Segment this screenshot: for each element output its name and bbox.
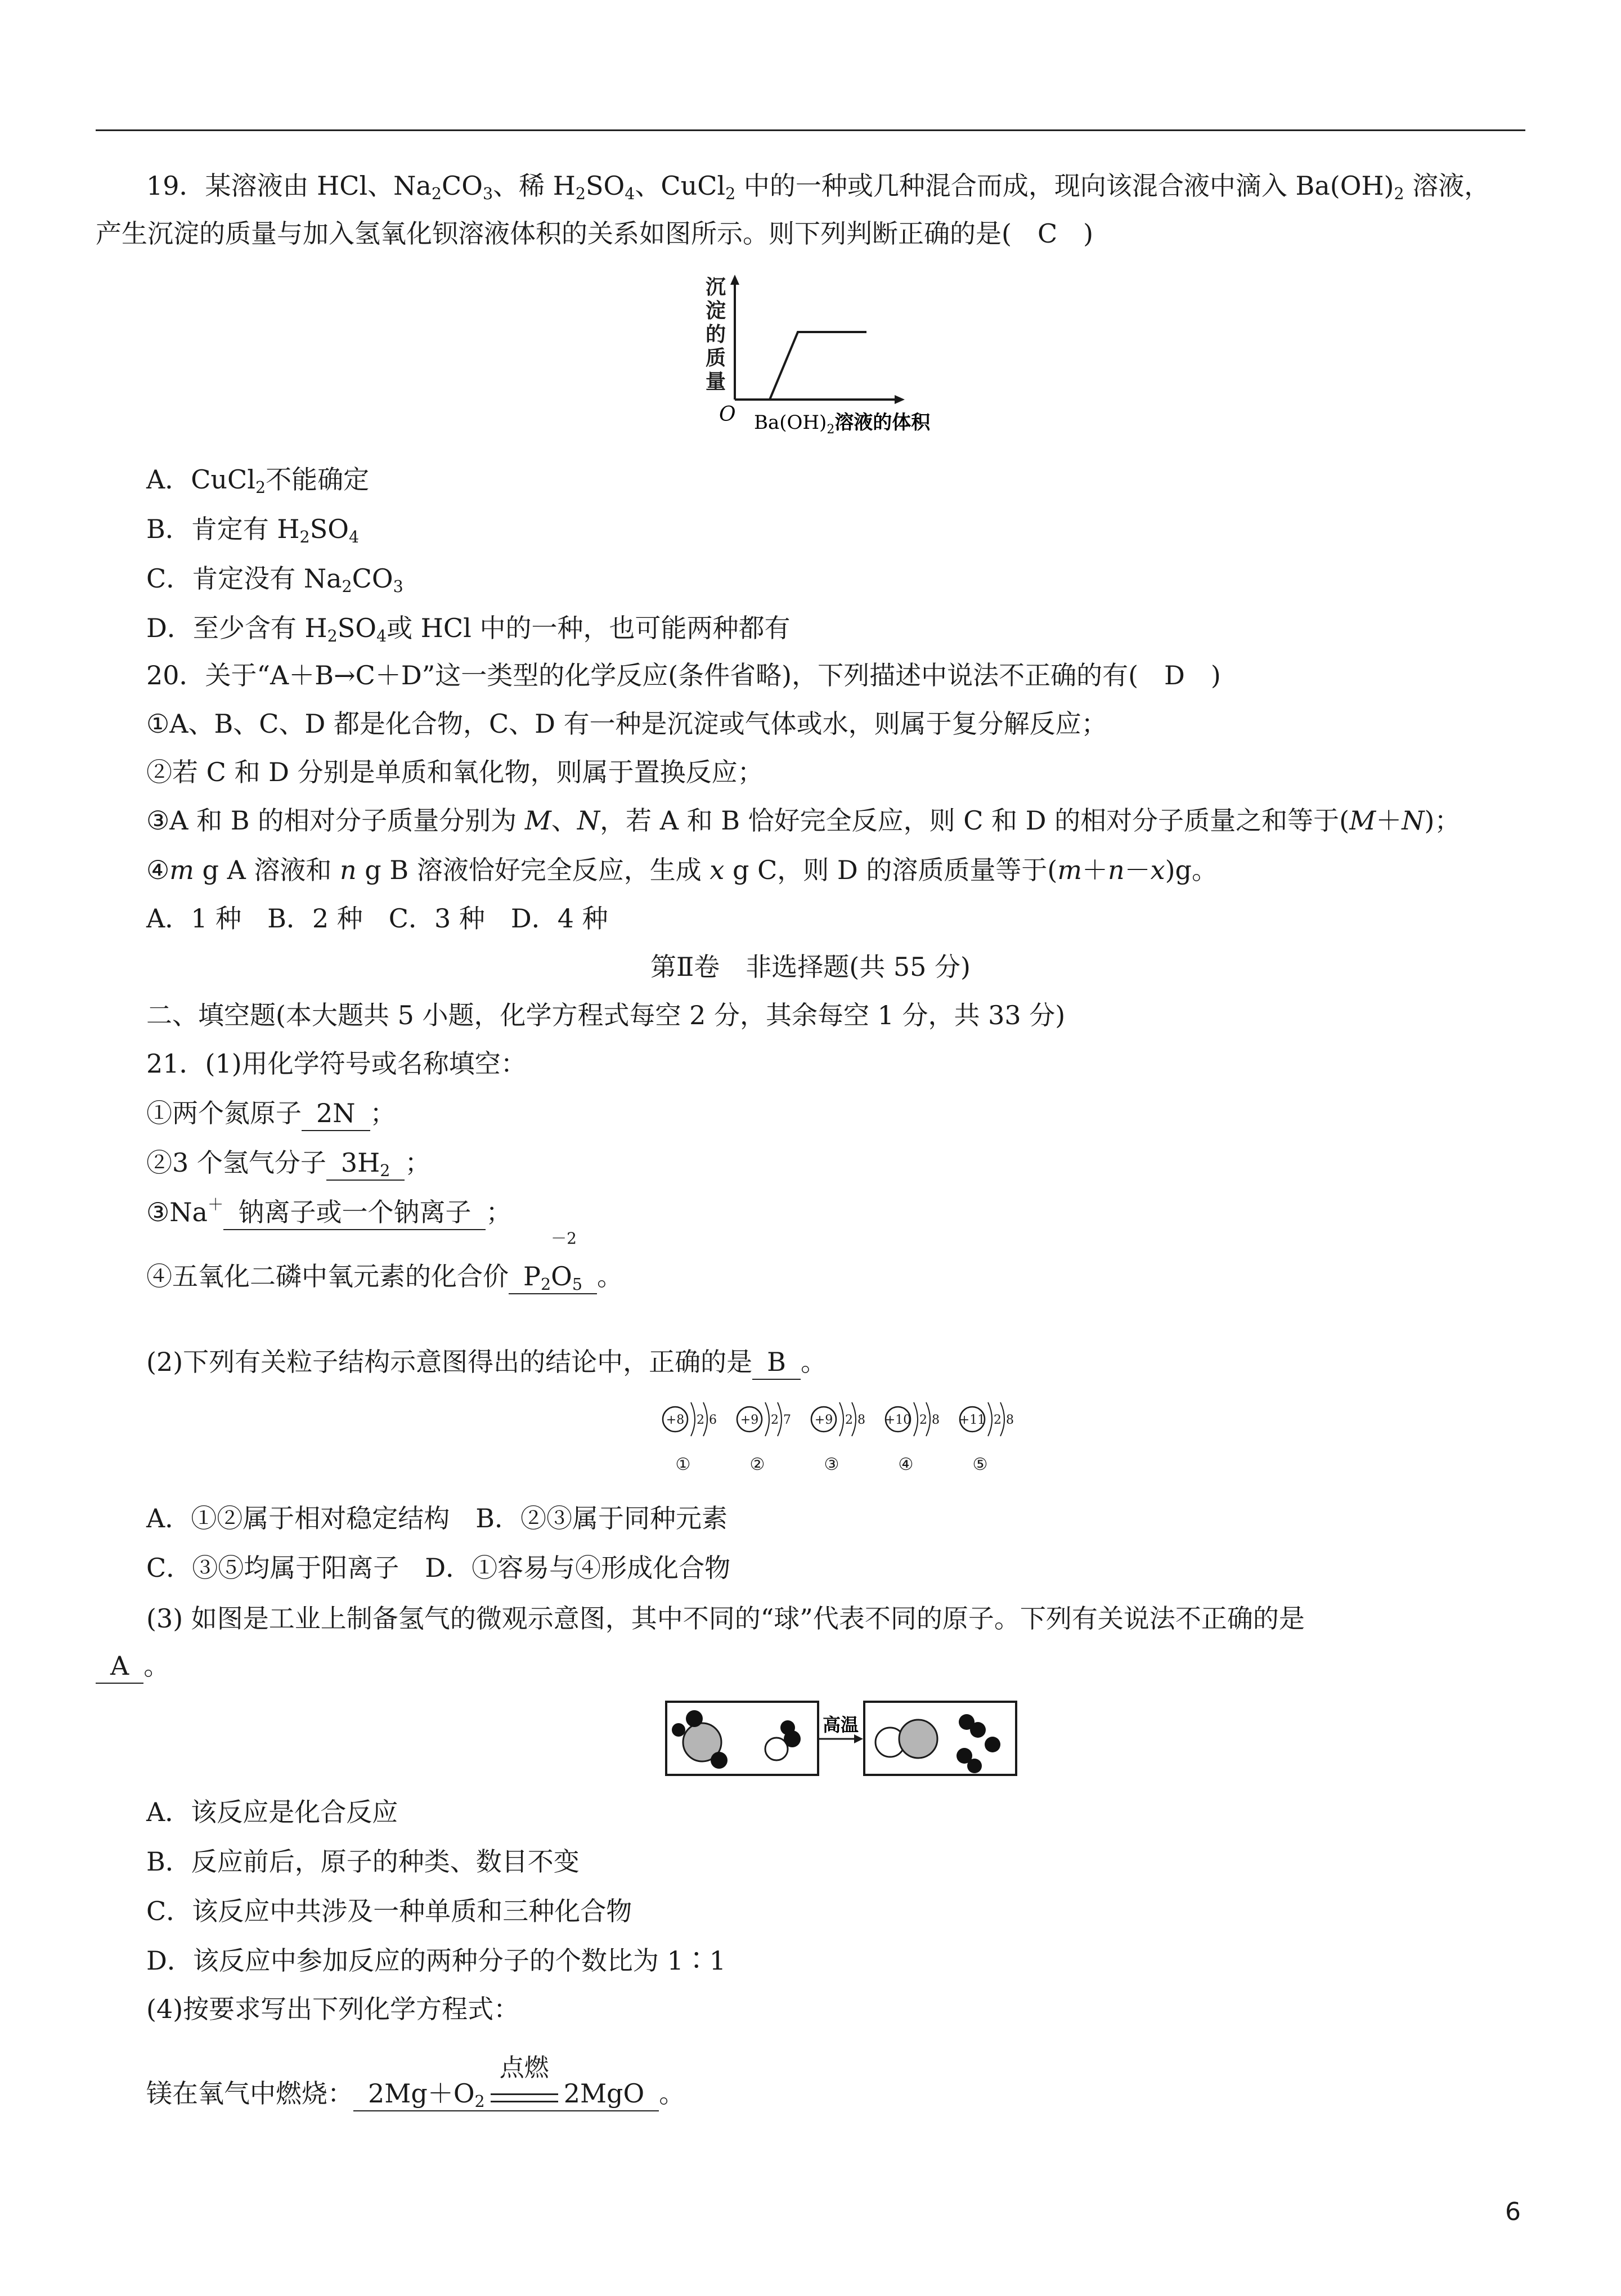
graph-curve: [770, 332, 866, 400]
atom-structure-diagrams: [658, 1396, 1018, 1480]
q19-graph: [703, 270, 996, 439]
reaction-condition: 点燃: [491, 2088, 558, 2102]
q21-part3-option-b: B．反应前后，原子的种类、数目不变: [146, 1846, 580, 1877]
electron-shell: [691, 1402, 695, 1436]
electron-shell: [765, 1402, 769, 1436]
electron-count: 8: [857, 1413, 865, 1427]
q20-statement-3: ③A 和 B 的相对分子质量分别为 M、N，若 A 和 B 恰好完全反应，则 C 和 D 的相对分子质量之和等于(M＋N)；: [146, 805, 1461, 836]
diagram-label: ③: [824, 1455, 839, 1474]
part2-title: 第Ⅱ卷 非选择题(共 55 分): [650, 952, 971, 982]
nucleus-charge: +9: [814, 1413, 833, 1427]
nucleus-charge: +11: [959, 1413, 986, 1427]
q21-item-3: ③Na＋ 钠离子或一个钠离子 ；: [146, 1195, 511, 1230]
black-atom: [672, 1723, 685, 1737]
q21-item-1: ①两个氮原子 2N ；: [146, 1096, 396, 1131]
nucleus-charge: +8: [666, 1413, 685, 1427]
q21-part2-options-ab: A．①②属于相对稳定结构 B．②③属于同种元素: [146, 1503, 728, 1533]
svg-text:的: 的: [705, 322, 726, 346]
q19-option-a: A．CuCl$_2$不能确定: [146, 464, 370, 497]
answer-blank: 钠离子或一个钠离子: [223, 1195, 486, 1230]
diagram-label: ⑤: [972, 1455, 988, 1474]
answer-blank: 2N: [302, 1096, 370, 1131]
q21-item-2: ②3 个氢气分子 $3H_2$ ；: [146, 1146, 430, 1181]
page-number: 6: [1505, 2198, 1521, 2226]
q20-statement-4: ④m g A 溶液和 n g B 溶液恰好完全反应，生成 x g C，则 D 的溶质质量等于(m＋n－x)g。: [146, 855, 1218, 885]
q20-statement-1: ①A、B、C、D 都是化合物，C、D 有一种是沉淀或气体或水，则属于复分解反应；: [146, 708, 1107, 739]
diagram-label: ②: [749, 1455, 765, 1474]
q21-item-4: ④五氧化二磷中氧元素的化合价 $P_2$ －2 $O_5$ 。: [146, 1229, 623, 1294]
electron-count: 2: [771, 1413, 779, 1427]
black-atom: [686, 1710, 703, 1727]
electron-count: 6: [709, 1413, 717, 1427]
black-atom: [970, 1722, 986, 1738]
graph-origin: O: [719, 403, 736, 426]
electron-shell: [839, 1402, 843, 1436]
q20-options: A．1 种 B．2 种 C．3 种 D．4 种: [146, 903, 608, 934]
electron-count: 8: [1006, 1413, 1014, 1427]
diagram-label: ④: [898, 1455, 914, 1474]
electron-count: 2: [919, 1413, 927, 1427]
electron-count: 8: [932, 1413, 940, 1427]
answer-blank: $2Mg+O_2$ 点燃 2MgO: [353, 2077, 659, 2111]
q19-option-b: B．肯定有 $H_2SO_4$: [146, 514, 360, 546]
q21-part3-stem-line2: A 。: [96, 1649, 169, 1684]
q20-statement-2: ②若 C 和 D 分别是单质和氧化物，则属于置换反应；: [146, 757, 764, 787]
nucleus-charge: +9: [740, 1413, 759, 1427]
svg-text:量: 量: [705, 370, 726, 393]
q21-part3-option-a: A．该反应是化合反应: [146, 1797, 398, 1827]
diagram-label: ①: [675, 1455, 691, 1474]
condition-label: 高温: [823, 1714, 859, 1736]
q19-stem-line1: 19．某溶液由 HCl、$Na_2CO_3$、稀 $H_2SO_4$、CuCl$_2$ 中的一种或几种混合而成，现向该混合液中滴入 $Ba(OH)_2$ 溶液，: [146, 171, 1490, 203]
q21-part3-stem-line1: (3) 如图是工业上制备氢气的微观示意图，其中不同的“球”代表不同的原子。下列有关说法不正确的是: [146, 1603, 1305, 1634]
graph-x-arrow: [895, 395, 905, 404]
answer-blank: A: [96, 1649, 143, 1684]
answer-blank: $P_2$ －2 $O_5$: [509, 1259, 597, 1294]
electron-count: 2: [845, 1413, 853, 1427]
grey-atom: [899, 1720, 937, 1758]
graph-y-arrow: [730, 275, 739, 285]
electron-count: 2: [697, 1413, 704, 1427]
svg-text:淀: 淀: [705, 299, 726, 322]
reaction-micro-diagram: [664, 1699, 1024, 1778]
black-atom: [780, 1720, 795, 1735]
q21-part4-stem: (4)按要求写出下列化学方程式：: [146, 1994, 520, 2024]
q19-option-c: C．肯定没有 $Na_2CO_3$: [146, 563, 403, 596]
graph-y-label: [706, 275, 726, 393]
answer-blank: B: [752, 1345, 801, 1380]
answer-blank: $3H_2$: [326, 1146, 405, 1181]
nucleus-charge: +10: [884, 1413, 911, 1427]
valence-mark: －2: [551, 1229, 577, 1248]
q21-part2-options-cd: C．③⑤均属于阳离子 D．①容易与④形成化合物: [146, 1553, 731, 1583]
q21-part1-stem: 21．(1)用化学符号或名称填空：: [146, 1048, 527, 1079]
black-atom: [711, 1752, 728, 1769]
q21-part2-stem: (2)下列有关粒子结构示意图得出的结论中，正确的是 B 。: [146, 1345, 827, 1380]
black-atom: [985, 1737, 1000, 1752]
q21-part3-option-d: D．该反应中参加反应的两种分子的个数比为 1∶1: [146, 1945, 726, 1976]
q19-stem-line2: 产生沉淀的质量与加入氢氧化钡溶液体积的关系如图所示。则下列判断正确的是( C ): [96, 218, 1094, 249]
header-rule: [96, 129, 1525, 131]
section-heading: 二、填空题(本大题共 5 小题，化学方程式每空 2 分，其余每空 1 分，共 33 分): [146, 1000, 1066, 1030]
svg-text:质: 质: [705, 346, 726, 370]
black-atom: [967, 1759, 982, 1773]
q21-part3-option-c: C．该反应中共涉及一种单质和三种化合物: [146, 1896, 632, 1926]
electron-count: 7: [783, 1413, 791, 1427]
q20-stem: 20．关于“A＋B→C＋D”这一类型的化学反应(条件省略)，下列描述中说法不正确的有( D ): [146, 660, 1221, 690]
graph-x-label: $Ba(OH)_2$溶液的体积: [754, 411, 931, 437]
electron-shell: [988, 1402, 992, 1436]
electron-shell: [914, 1402, 918, 1436]
electron-count: 2: [994, 1413, 1002, 1427]
svg-text:沉: 沉: [705, 275, 726, 299]
q19-option-d: D．至少含有 $H_2SO_4$或 HCl 中的一种，也可能两种都有: [146, 613, 791, 645]
q21-part4-equation: 镁在氧气中燃烧： $2Mg+O_2$ 点燃 2MgO 。: [146, 2053, 685, 2111]
